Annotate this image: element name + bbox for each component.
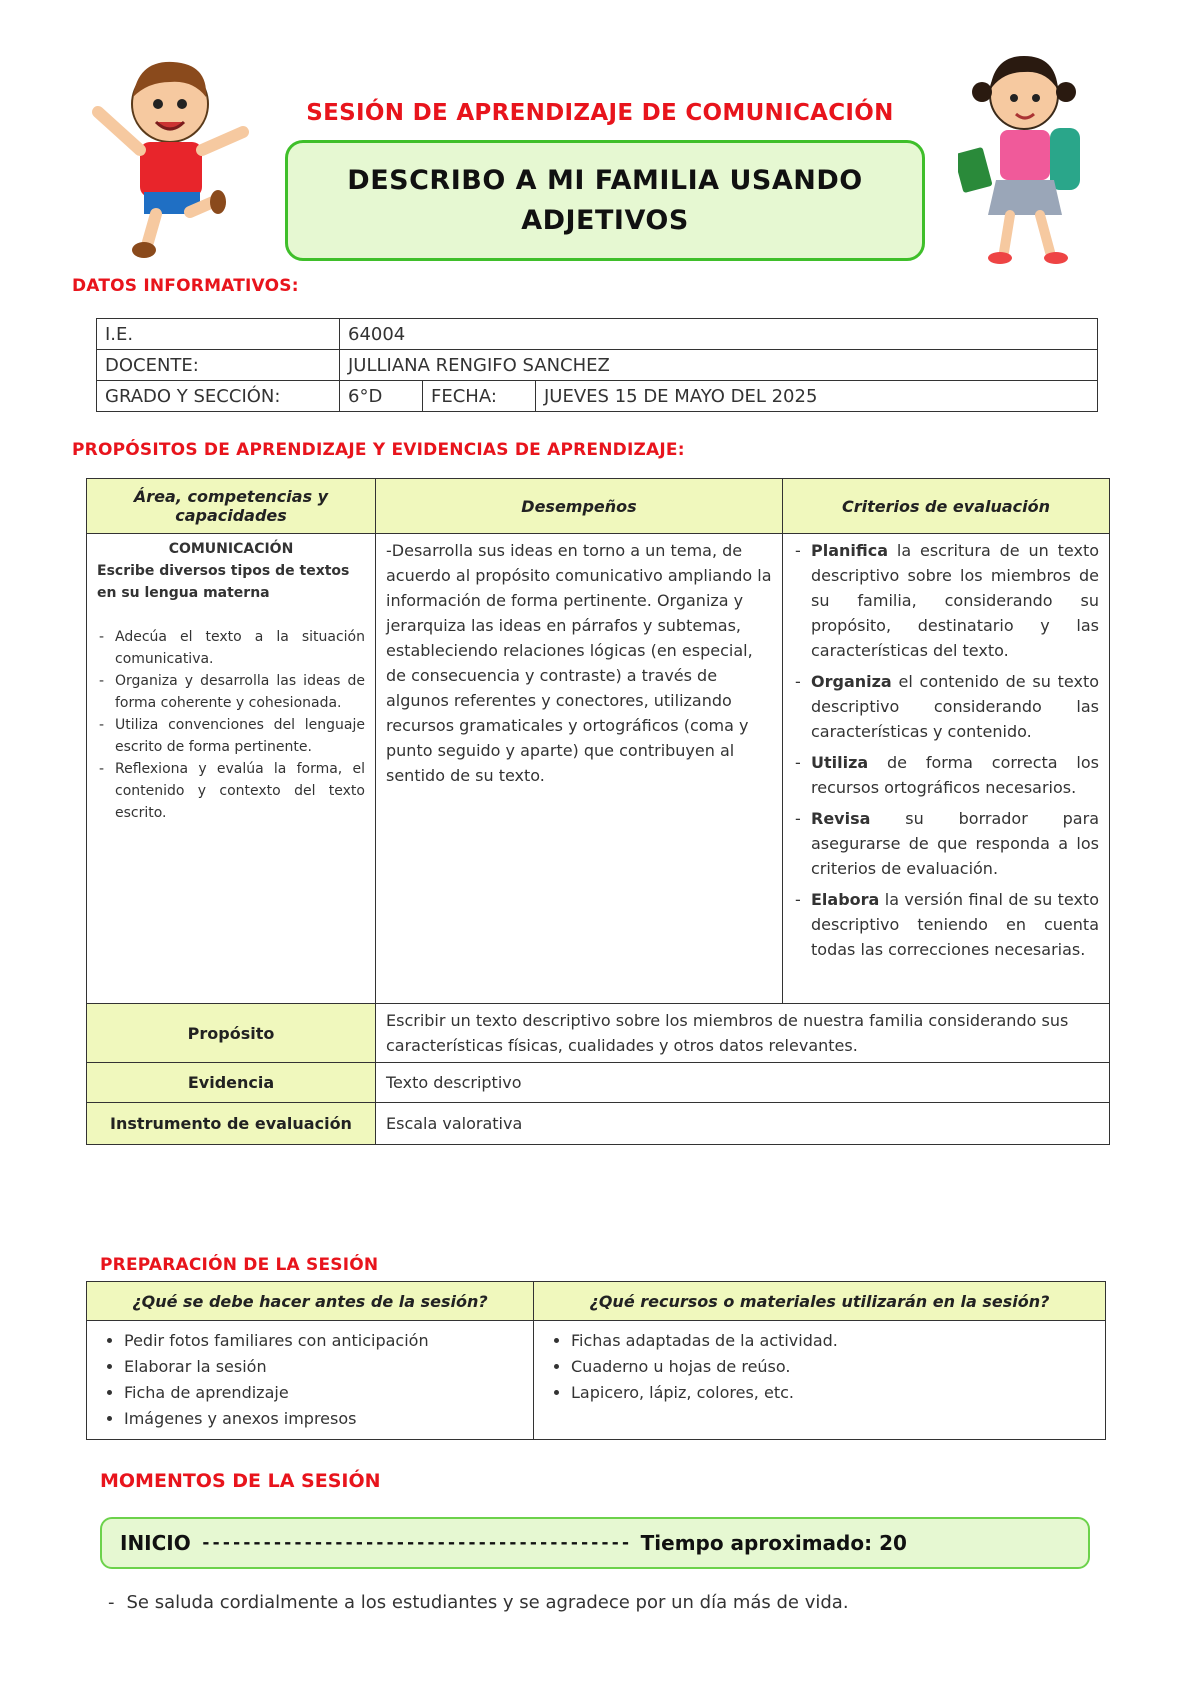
- criterio-text: la escritura de un texto descriptivo sobre los miembros de su familia, considerando su propósito, destinatario y las características del texto.: [811, 541, 1099, 660]
- session-title: SESIÓN DE APRENDIZAJE DE COMUNICACIÓN: [306, 100, 894, 126]
- momentos-heading: MOMENTOS DE LA SESIÓN: [100, 1470, 381, 1492]
- girl-illustration: [958, 40, 1098, 270]
- criterios-cell: [783, 534, 1110, 1004]
- col-area-header: Área, competencias y capacidades: [87, 479, 376, 534]
- ie-value: 64004: [340, 319, 1098, 350]
- criterio-item: [793, 887, 1099, 962]
- criterio-text: el contenido de su texto descriptivo considerando las características y contenido.: [811, 672, 1099, 741]
- grado-value: 6°D: [340, 381, 423, 412]
- inicio-item-text: Se saluda cordialmente a los estudiantes y se agradece por un día más de vida.: [126, 1592, 849, 1613]
- activity-title-box: [285, 140, 925, 261]
- criterio-text: la versión final de su texto descriptivo teniendo en cuenta todas las correcciones necesarias.: [811, 890, 1099, 959]
- criterio-verb: Utiliza: [811, 753, 869, 772]
- inicio-item: [108, 1592, 849, 1613]
- propositos-table: [86, 478, 1110, 1145]
- preparacion-heading: PREPARACIÓN DE LA SESIÓN: [100, 1255, 379, 1275]
- inicio-bar: [100, 1517, 1090, 1569]
- recursos-list: [535, 1322, 1104, 1412]
- antes-header: ¿Qué se debe hacer antes de la sesión?: [87, 1282, 534, 1321]
- fecha-value: JUEVES 15 DE MAYO DEL 2025: [536, 381, 1098, 412]
- criterio-item: [793, 669, 1099, 744]
- criterio-verb: Revisa: [811, 809, 871, 828]
- propositos-heading: PROPÓSITOS DE APRENDIZAJE Y EVIDENCIAS DE APRENDIZAJE:: [72, 440, 685, 460]
- col-criterios-header: Criterios de evaluación: [783, 479, 1110, 534]
- instrumento-label: Instrumento de evaluación: [87, 1103, 376, 1145]
- antes-item: • Pedir fotos familiares con anticipación: [124, 1328, 532, 1354]
- desempeno-text: -Desarrolla sus ideas en torno a un tema, de acuerdo al propósito comunicativo ampliando la información de forma pertinente. Organiza y jerarquiza las ideas en párrafos y subtemas, estableciendo relaciones lógicas (en especial, de consecuencia y contraste) a través de algunos referentes y conectores, utilizando recursos gramaticales y ortográficos (coma y punto seguido y aparte) que contribuyen al sentido de su texto.: [386, 541, 772, 785]
- antes-item: • Elaborar la sesión: [124, 1354, 532, 1380]
- recursos-item: • Fichas adaptadas de la actividad.: [571, 1328, 1104, 1354]
- antes-item: • Ficha de aprendizaje: [124, 1380, 532, 1406]
- dash-marker: -: [108, 1592, 115, 1613]
- evidencia-value: Texto descriptivo: [376, 1063, 1110, 1103]
- area-name: COMUNICACIÓN: [168, 541, 294, 557]
- criterio-item: [793, 806, 1099, 881]
- inicio-label: INICIO: [120, 1531, 191, 1555]
- col-desempenos-header: Desempeños: [376, 479, 783, 534]
- capacidad-item: - Organiza y desarrolla las ideas de forma coherente y cohesionada.: [97, 670, 365, 714]
- antes-cell: [87, 1321, 534, 1440]
- fecha-label: FECHA:: [423, 381, 536, 412]
- proposito-label: Propósito: [87, 1004, 376, 1063]
- capacidades-list: [97, 626, 365, 824]
- proposito-value: Escribir un texto descriptivo sobre los miembros de nuestra familia considerando sus características físicas, cualidades y otros datos relevantes.: [376, 1004, 1110, 1063]
- criterio-verb: Planifica: [811, 541, 889, 560]
- desempeno-cell: [376, 534, 783, 1004]
- capacidad-item: - Adecúa el texto a la situación comunicativa.: [97, 626, 365, 670]
- competencia: Escribe diversos tipos de textos en su lengua materna: [97, 563, 350, 601]
- criterio-text: su borrador para asegurarse de que responda a los criterios de evaluación.: [811, 809, 1099, 878]
- tiempo-label: Tiempo aproximado: 20: [640, 1531, 907, 1555]
- datos-heading: DATOS INFORMATIVOS:: [72, 276, 299, 296]
- capacidad-item: - Utiliza convenciones del lenguaje escrito de forma pertinente.: [97, 714, 365, 758]
- criterio-item: [793, 538, 1099, 663]
- recursos-item: • Cuaderno u hojas de reúso.: [571, 1354, 1104, 1380]
- boy-illustration: [78, 42, 258, 262]
- inicio-dashes: ------------------------------------------: [200, 1533, 631, 1553]
- antes-list: [88, 1322, 532, 1438]
- criterio-text: de forma correcta los recursos ortográficos necesarios.: [811, 753, 1099, 797]
- activity-title: DESCRIBO A MI FAMILIA USANDO ADJETIVOS: [347, 164, 863, 236]
- criterio-verb: Elabora: [811, 890, 880, 909]
- evidencia-label: Evidencia: [87, 1063, 376, 1103]
- docente-label: DOCENTE:: [97, 350, 340, 381]
- ie-label: I.E.: [97, 319, 340, 350]
- area-cell: [87, 534, 376, 1004]
- grado-label: GRADO Y SECCIÓN:: [97, 381, 340, 412]
- criterio-item: [793, 750, 1099, 800]
- info-table: [96, 318, 1098, 412]
- instrumento-value: Escala valorativa: [376, 1103, 1110, 1145]
- preparacion-table: [86, 1281, 1106, 1440]
- criterios-list: [793, 538, 1099, 962]
- recursos-header: ¿Qué recursos o materiales utilizarán en la sesión?: [534, 1282, 1106, 1321]
- recursos-item: • Lapicero, lápiz, colores, etc.: [571, 1380, 1104, 1406]
- criterio-verb: Organiza: [811, 672, 892, 691]
- docente-value: JULLIANA RENGIFO SANCHEZ: [340, 350, 1098, 381]
- capacidad-item: - Reflexiona y evalúa la forma, el contenido y contexto del texto escrito.: [97, 758, 365, 824]
- recursos-cell: [534, 1321, 1106, 1440]
- antes-item: • Imágenes y anexos impresos: [124, 1406, 532, 1432]
